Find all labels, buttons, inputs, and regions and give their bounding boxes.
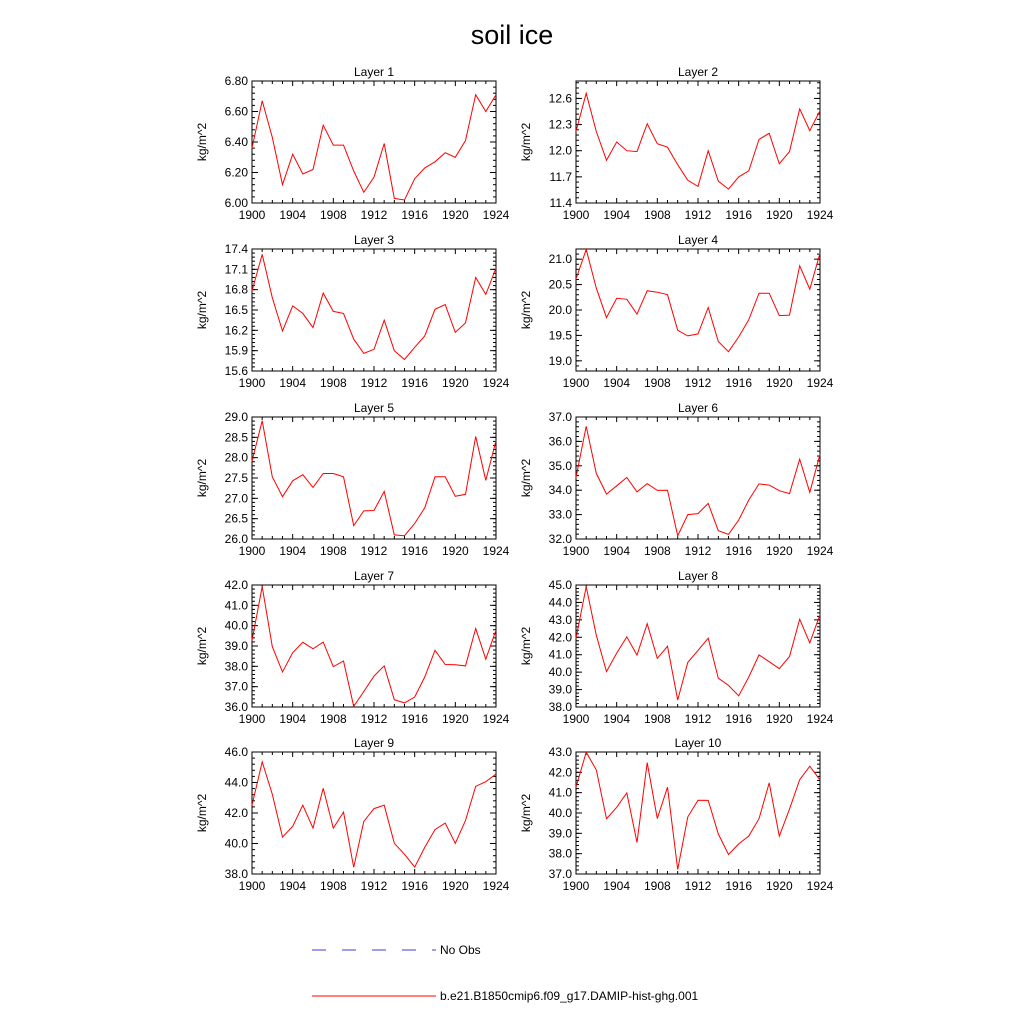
y-tick-label: 12.3 — [548, 117, 572, 132]
x-tick-label: 1920 — [765, 544, 793, 558]
plot-frame — [252, 249, 496, 371]
y-tick-label: 44.0 — [548, 595, 572, 610]
panel-title: Layer 5 — [353, 401, 395, 415]
y-tick-label: 41.0 — [224, 598, 248, 613]
panels — [195, 65, 834, 893]
series-line — [576, 93, 820, 189]
panel-title: Layer 4 — [677, 233, 719, 247]
x-tick-label: 1920 — [765, 879, 793, 893]
x-tick-label: 1912 — [684, 376, 712, 390]
y-tick-label: 6.60 — [224, 104, 248, 119]
series-line — [252, 421, 496, 536]
x-tick-label: 1912 — [360, 544, 388, 558]
y-tick-label: 26.5 — [224, 511, 248, 526]
panel-title: Layer 7 — [353, 569, 395, 583]
y-tick-label: 36.0 — [548, 434, 572, 449]
panel-layer-2 — [519, 65, 834, 222]
plot-frame — [576, 752, 820, 874]
y-tick-label: 12.6 — [548, 91, 572, 106]
y-tick-label: 27.5 — [224, 471, 248, 485]
y-tick-label: 37.0 — [548, 867, 572, 881]
y-tick-label: 40.0 — [548, 665, 572, 680]
x-tick-label: 1908 — [643, 879, 671, 893]
x-tick-label: 1912 — [684, 879, 712, 893]
panel-layer-3 — [195, 233, 510, 390]
y-tick-label: 28.5 — [224, 430, 248, 445]
x-tick-label: 1916 — [725, 544, 753, 558]
y-tick-label: 42.0 — [548, 765, 572, 780]
x-tick-label: 1900 — [238, 879, 266, 893]
y-axis-label: kg/m^2 — [519, 290, 533, 330]
x-tick-label: 1916 — [725, 208, 753, 222]
x-tick-label: 1900 — [562, 544, 590, 558]
y-tick-label: 20.5 — [548, 277, 572, 292]
x-tick-label: 1912 — [684, 544, 712, 558]
plot-frame — [252, 81, 496, 203]
x-tick-label: 1908 — [643, 712, 671, 726]
y-tick-label: 12.0 — [548, 143, 572, 158]
y-tick-label: 37.0 — [548, 410, 572, 424]
x-tick-label: 1916 — [401, 544, 429, 558]
x-tick-label: 1900 — [238, 208, 266, 222]
x-tick-label: 1916 — [401, 879, 429, 893]
x-tick-label: 1908 — [319, 208, 347, 222]
series-line — [576, 752, 820, 869]
x-tick-label: 1912 — [360, 208, 388, 222]
x-tick-label: 1900 — [238, 544, 266, 558]
y-tick-label: 42.0 — [224, 578, 248, 592]
panel-layer-9 — [195, 736, 510, 893]
panel-title: Layer 8 — [677, 569, 719, 583]
plot-frame — [576, 585, 820, 707]
x-tick-label: 1904 — [279, 544, 307, 558]
y-tick-label: 44.0 — [224, 775, 248, 790]
x-tick-label: 1920 — [765, 376, 793, 390]
y-tick-label: 19.5 — [548, 328, 572, 343]
y-axis-label: kg/m^2 — [195, 458, 209, 498]
series-line — [252, 95, 496, 200]
y-axis-label: kg/m^2 — [519, 626, 533, 666]
panel-title: Layer 10 — [674, 736, 722, 750]
x-tick-label: 1912 — [684, 208, 712, 222]
legend-label-no-obs: No Obs — [440, 943, 481, 957]
series-line — [576, 250, 820, 352]
y-tick-label: 15.6 — [224, 364, 248, 378]
x-tick-label: 1920 — [765, 208, 793, 222]
x-tick-label: 1900 — [238, 712, 266, 726]
x-tick-label: 1904 — [603, 544, 631, 558]
x-tick-label: 1924 — [806, 544, 834, 558]
x-tick-label: 1904 — [279, 712, 307, 726]
x-tick-label: 1900 — [562, 879, 590, 893]
y-tick-label: 16.5 — [224, 303, 248, 317]
x-tick-label: 1912 — [684, 712, 712, 726]
y-tick-label: 38.0 — [224, 867, 248, 881]
legend — [312, 943, 698, 1003]
y-tick-label: 16.2 — [224, 323, 248, 338]
panel-layer-7 — [195, 569, 510, 726]
panel-layer-1 — [195, 65, 510, 222]
x-tick-label: 1924 — [806, 376, 834, 390]
x-tick-label: 1908 — [319, 376, 347, 390]
panel-layer-8 — [519, 569, 834, 726]
x-tick-label: 1904 — [603, 879, 631, 893]
y-tick-label: 27.0 — [224, 491, 248, 506]
panel-layer-10 — [519, 736, 834, 893]
y-tick-label: 40.0 — [224, 836, 248, 851]
x-tick-label: 1924 — [482, 712, 510, 726]
x-tick-label: 1908 — [319, 712, 347, 726]
x-tick-label: 1908 — [643, 376, 671, 390]
x-tick-label: 1916 — [725, 879, 753, 893]
y-tick-label: 33.0 — [548, 507, 572, 522]
panel-layer-5 — [195, 401, 510, 558]
plot-frame — [252, 585, 496, 707]
x-tick-label: 1924 — [482, 544, 510, 558]
y-tick-label: 6.40 — [224, 135, 248, 149]
x-tick-label: 1908 — [643, 544, 671, 558]
x-tick-label: 1924 — [482, 208, 510, 222]
x-tick-label: 1904 — [603, 208, 631, 222]
x-tick-label: 1904 — [603, 712, 631, 726]
y-tick-label: 36.0 — [224, 700, 248, 714]
x-tick-label: 1912 — [360, 376, 388, 390]
x-tick-label: 1904 — [603, 376, 631, 390]
x-tick-label: 1908 — [643, 208, 671, 222]
y-tick-label: 6.80 — [224, 74, 248, 88]
y-axis-label: kg/m^2 — [519, 122, 533, 162]
y-tick-label: 45.0 — [548, 578, 572, 592]
series-line — [576, 587, 820, 700]
x-tick-label: 1900 — [562, 712, 590, 726]
plot-frame — [252, 752, 496, 874]
x-tick-label: 1924 — [806, 208, 834, 222]
plot-frame — [252, 417, 496, 539]
y-tick-label: 11.7 — [549, 169, 572, 184]
y-axis-label: kg/m^2 — [195, 626, 209, 666]
y-tick-label: 11.4 — [549, 196, 572, 210]
x-tick-label: 1920 — [441, 544, 469, 558]
panel-title: Layer 6 — [677, 401, 719, 415]
y-tick-label: 17.4 — [224, 242, 248, 256]
y-tick-label: 46.0 — [224, 745, 248, 759]
plot-frame — [576, 417, 820, 539]
x-tick-label: 1924 — [482, 879, 510, 893]
y-tick-label: 38.0 — [548, 846, 572, 861]
y-tick-label: 41.0 — [548, 785, 572, 800]
y-tick-label: 29.0 — [224, 410, 248, 424]
y-tick-label: 20.0 — [548, 303, 572, 317]
y-tick-label: 38.0 — [224, 659, 248, 674]
y-tick-label: 40.0 — [548, 806, 572, 820]
panel-layer-6 — [519, 401, 834, 558]
y-tick-label: 39.0 — [224, 639, 248, 653]
panel-title: Layer 3 — [353, 233, 395, 247]
x-tick-label: 1900 — [238, 376, 266, 390]
x-tick-label: 1924 — [806, 712, 834, 726]
y-tick-label: 40.0 — [224, 618, 248, 633]
y-tick-label: 19.0 — [548, 353, 572, 368]
y-tick-label: 34.0 — [548, 483, 572, 498]
x-tick-label: 1912 — [360, 879, 388, 893]
x-tick-label: 1920 — [441, 712, 469, 726]
y-tick-label: 17.1 — [224, 262, 248, 277]
series-line — [576, 426, 820, 536]
y-tick-label: 6.20 — [224, 165, 248, 180]
x-tick-label: 1912 — [360, 712, 388, 726]
x-tick-label: 1908 — [319, 879, 347, 893]
y-tick-label: 21.0 — [548, 252, 572, 267]
y-axis-label: kg/m^2 — [519, 793, 533, 833]
series-line — [252, 254, 496, 359]
legend-label-model: b.e21.B1850cmip6.f09_g17.DAMIP-hist-ghg.001 — [440, 989, 699, 1003]
y-tick-label: 43.0 — [548, 612, 572, 627]
y-tick-label: 43.0 — [548, 745, 572, 759]
x-tick-label: 1916 — [401, 712, 429, 726]
x-tick-label: 1924 — [482, 376, 510, 390]
x-tick-label: 1920 — [441, 208, 469, 222]
y-tick-label: 38.0 — [548, 700, 572, 714]
y-axis-label: kg/m^2 — [519, 458, 533, 498]
y-tick-label: 42.0 — [224, 806, 248, 820]
plot-frame — [576, 249, 820, 371]
y-tick-label: 32.0 — [548, 532, 572, 546]
figure-title: soil ice — [470, 20, 554, 50]
x-tick-label: 1908 — [319, 544, 347, 558]
x-tick-label: 1924 — [806, 879, 834, 893]
x-tick-label: 1904 — [279, 879, 307, 893]
y-tick-label: 35.0 — [548, 458, 572, 473]
y-tick-label: 6.00 — [224, 196, 248, 210]
y-tick-label: 39.0 — [548, 682, 572, 697]
x-tick-label: 1920 — [441, 376, 469, 390]
panel-title: Layer 1 — [353, 65, 395, 79]
y-tick-label: 26.0 — [224, 532, 248, 546]
y-axis-label: kg/m^2 — [195, 290, 209, 330]
y-tick-label: 39.0 — [548, 826, 572, 841]
y-axis-label: kg/m^2 — [195, 122, 209, 162]
series-line — [252, 587, 496, 707]
y-tick-label: 41.0 — [548, 647, 572, 662]
panel-title: Layer 2 — [677, 65, 719, 79]
x-tick-label: 1920 — [765, 712, 793, 726]
y-tick-label: 16.8 — [224, 282, 248, 297]
y-tick-label: 42.0 — [548, 630, 572, 645]
panel-title: Layer 9 — [353, 736, 395, 750]
x-tick-label: 1920 — [441, 879, 469, 893]
x-tick-label: 1916 — [725, 712, 753, 726]
x-tick-label: 1904 — [279, 376, 307, 390]
x-tick-label: 1916 — [401, 376, 429, 390]
y-tick-label: 37.0 — [224, 679, 248, 694]
y-axis-label: kg/m^2 — [195, 793, 209, 833]
x-tick-label: 1904 — [279, 208, 307, 222]
y-tick-label: 28.0 — [224, 450, 248, 465]
y-tick-label: 15.9 — [224, 343, 248, 358]
x-tick-label: 1916 — [401, 208, 429, 222]
panel-layer-4 — [519, 233, 834, 390]
x-tick-label: 1916 — [725, 376, 753, 390]
series-line — [252, 762, 496, 867]
x-tick-label: 1900 — [562, 208, 590, 222]
x-tick-label: 1900 — [562, 376, 590, 390]
